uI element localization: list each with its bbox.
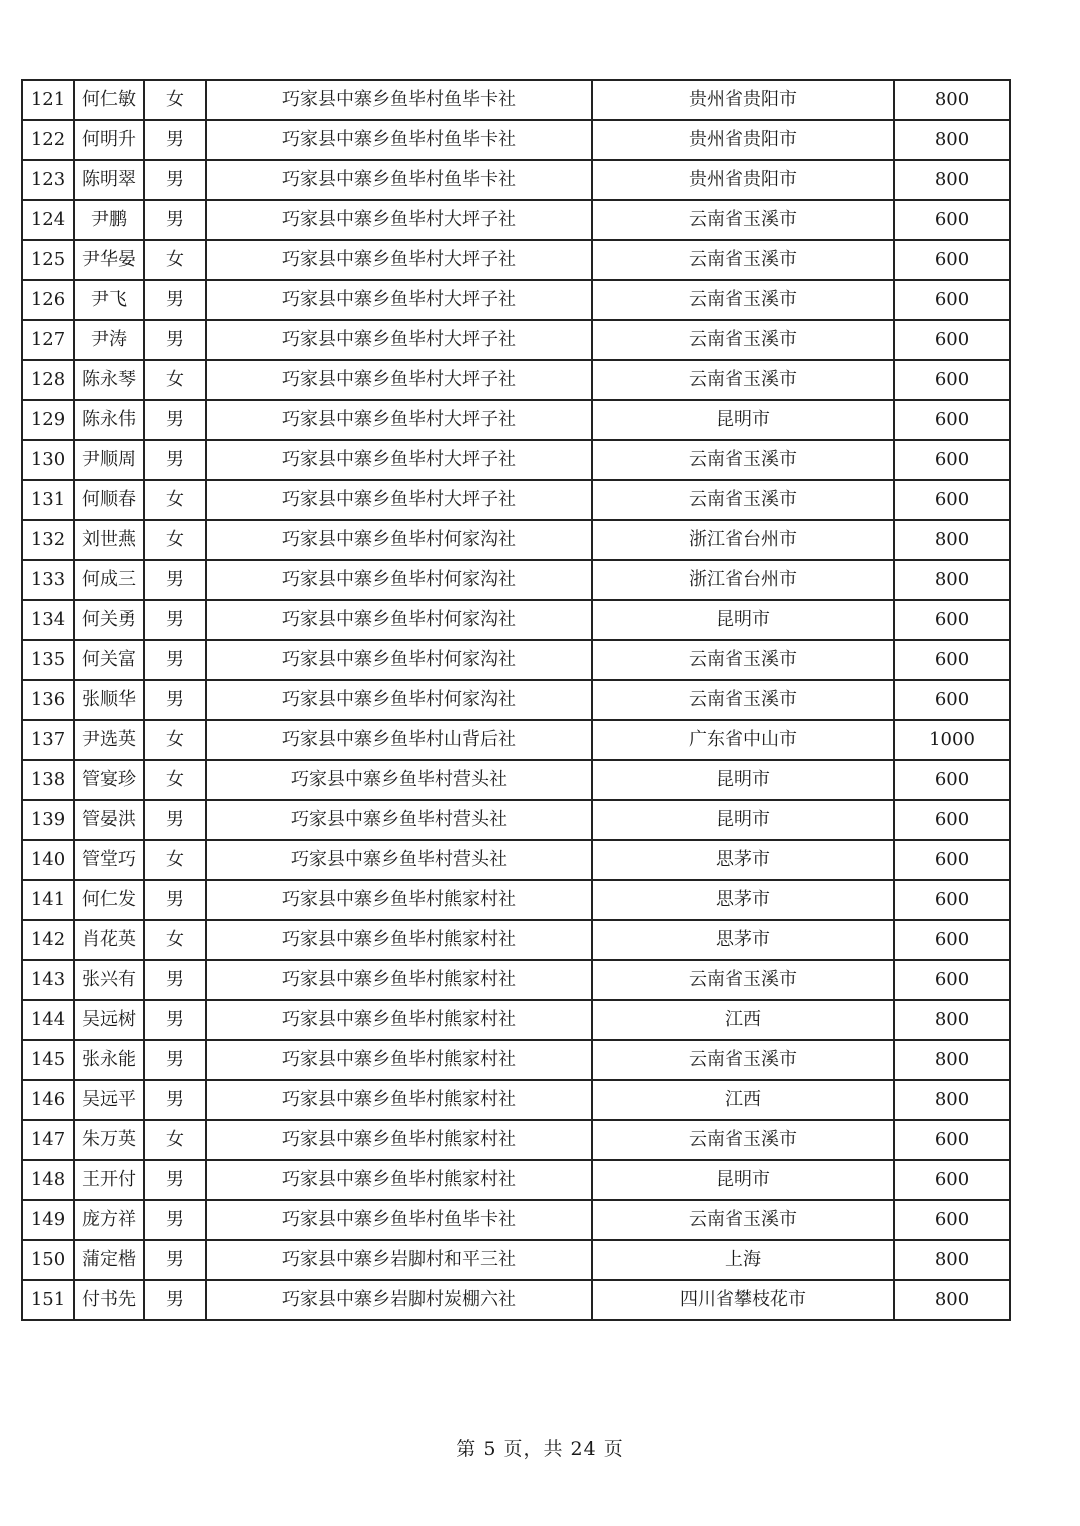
person-name-cell: 何关富 [74,640,144,680]
home-address-cell: 巧家县中寨乡鱼毕村熊家村社 [206,960,592,1000]
row-number-cell: 128 [22,360,74,400]
gender-cell: 男 [144,400,206,440]
table-row [22,160,1010,200]
home-address-cell: 巧家县中寨乡鱼毕村何家沟社 [206,680,592,720]
subsidy-amount-cell: 600 [894,360,1010,400]
table-row [22,1000,1010,1040]
table-row [22,960,1010,1000]
subsidy-amount-cell: 600 [894,1200,1010,1240]
row-number-cell: 141 [22,880,74,920]
person-name-cell: 管晏洪 [74,800,144,840]
gender-cell: 女 [144,760,206,800]
row-number-cell: 149 [22,1200,74,1240]
gender-cell: 男 [144,120,206,160]
roster-table [21,79,1011,1321]
work-location-cell: 昆明市 [592,800,894,840]
gender-cell: 男 [144,680,206,720]
person-name-cell: 庞方祥 [74,1200,144,1240]
work-location-cell: 浙江省台州市 [592,560,894,600]
work-location-cell: 昆明市 [592,1160,894,1200]
subsidy-amount-cell: 600 [894,1160,1010,1200]
row-number-cell: 136 [22,680,74,720]
work-location-cell: 四川省攀枝花市 [592,1280,894,1320]
gender-cell: 男 [144,960,206,1000]
person-name-cell: 张永能 [74,1040,144,1080]
row-number-cell: 126 [22,280,74,320]
home-address-cell: 巧家县中寨乡鱼毕村营头社 [206,760,592,800]
subsidy-amount-cell: 800 [894,80,1010,120]
work-location-cell: 贵州省贵阳市 [592,80,894,120]
work-location-cell: 云南省玉溪市 [592,1120,894,1160]
subsidy-amount-cell: 1000 [894,720,1010,760]
row-number-cell: 121 [22,80,74,120]
work-location-cell: 江西 [592,1080,894,1120]
home-address-cell: 巧家县中寨乡鱼毕村何家沟社 [206,520,592,560]
gender-cell: 男 [144,1160,206,1200]
subsidy-amount-cell: 600 [894,760,1010,800]
subsidy-amount-cell: 600 [894,480,1010,520]
work-location-cell: 云南省玉溪市 [592,320,894,360]
gender-cell: 男 [144,440,206,480]
table-row [22,1200,1010,1240]
work-location-cell: 江西 [592,1000,894,1040]
home-address-cell: 巧家县中寨乡鱼毕村熊家村社 [206,1000,592,1040]
person-name-cell: 朱万英 [74,1120,144,1160]
table-row [22,840,1010,880]
person-name-cell: 肖花英 [74,920,144,960]
gender-cell: 男 [144,640,206,680]
person-name-cell: 何关勇 [74,600,144,640]
work-location-cell: 云南省玉溪市 [592,680,894,720]
home-address-cell: 巧家县中寨乡鱼毕村大坪子社 [206,240,592,280]
subsidy-amount-cell: 800 [894,1000,1010,1040]
table-row [22,760,1010,800]
work-location-cell: 昆明市 [592,760,894,800]
subsidy-amount-cell: 800 [894,560,1010,600]
row-number-cell: 122 [22,120,74,160]
subsidy-amount-cell: 600 [894,920,1010,960]
table-row [22,1160,1010,1200]
row-number-cell: 142 [22,920,74,960]
table-row [22,200,1010,240]
gender-cell: 男 [144,1280,206,1320]
home-address-cell: 巧家县中寨乡鱼毕村营头社 [206,800,592,840]
table-row [22,1280,1010,1320]
subsidy-amount-cell: 800 [894,160,1010,200]
subsidy-amount-cell: 800 [894,1240,1010,1280]
table-row [22,440,1010,480]
gender-cell: 男 [144,1200,206,1240]
home-address-cell: 巧家县中寨乡鱼毕村鱼毕卡社 [206,160,592,200]
gender-cell: 男 [144,560,206,600]
row-number-cell: 129 [22,400,74,440]
work-location-cell: 贵州省贵阳市 [592,160,894,200]
gender-cell: 女 [144,840,206,880]
subsidy-amount-cell: 800 [894,520,1010,560]
gender-cell: 男 [144,880,206,920]
gender-cell: 男 [144,1040,206,1080]
person-name-cell: 何仁敏 [74,80,144,120]
row-number-cell: 133 [22,560,74,600]
person-name-cell: 管宴珍 [74,760,144,800]
row-number-cell: 144 [22,1000,74,1040]
home-address-cell: 巧家县中寨乡鱼毕村山背后社 [206,720,592,760]
subsidy-amount-cell: 600 [894,1120,1010,1160]
table-row [22,1120,1010,1160]
work-location-cell: 上海 [592,1240,894,1280]
table-row [22,800,1010,840]
person-name-cell: 陈永琴 [74,360,144,400]
gender-cell: 男 [144,1080,206,1120]
home-address-cell: 巧家县中寨乡鱼毕村大坪子社 [206,440,592,480]
page-footer: 第 5 页，共 24 页 [456,1438,624,1460]
table-row [22,680,1010,720]
table-row [22,280,1010,320]
work-location-cell: 云南省玉溪市 [592,1200,894,1240]
row-number-cell: 148 [22,1160,74,1200]
home-address-cell: 巧家县中寨乡鱼毕村何家沟社 [206,600,592,640]
person-name-cell: 尹华晏 [74,240,144,280]
row-number-cell: 131 [22,480,74,520]
home-address-cell: 巧家县中寨乡鱼毕村营头社 [206,840,592,880]
table-row [22,880,1010,920]
row-number-cell: 145 [22,1040,74,1080]
person-name-cell: 尹选英 [74,720,144,760]
table-row [22,1080,1010,1120]
table-row [22,240,1010,280]
home-address-cell: 巧家县中寨乡鱼毕村熊家村社 [206,1080,592,1120]
person-name-cell: 尹飞 [74,280,144,320]
row-number-cell: 151 [22,1280,74,1320]
gender-cell: 女 [144,80,206,120]
table-row [22,120,1010,160]
row-number-cell: 146 [22,1080,74,1120]
work-location-cell: 云南省玉溪市 [592,440,894,480]
subsidy-amount-cell: 600 [894,800,1010,840]
gender-cell: 男 [144,160,206,200]
work-location-cell: 云南省玉溪市 [592,1040,894,1080]
home-address-cell: 巧家县中寨乡鱼毕村鱼毕卡社 [206,80,592,120]
row-number-cell: 132 [22,520,74,560]
gender-cell: 男 [144,1240,206,1280]
person-name-cell: 陈明翠 [74,160,144,200]
person-name-cell: 尹顺周 [74,440,144,480]
gender-cell: 女 [144,720,206,760]
subsidy-amount-cell: 600 [894,440,1010,480]
home-address-cell: 巧家县中寨乡鱼毕村鱼毕卡社 [206,1200,592,1240]
gender-cell: 女 [144,360,206,400]
subsidy-amount-cell: 600 [894,600,1010,640]
roster-body [22,80,1010,1320]
person-name-cell: 管堂巧 [74,840,144,880]
gender-cell: 女 [144,1120,206,1160]
work-location-cell: 云南省玉溪市 [592,960,894,1000]
table-row [22,320,1010,360]
person-name-cell: 蒲定楷 [74,1240,144,1280]
person-name-cell: 吴远树 [74,1000,144,1040]
person-name-cell: 何成三 [74,560,144,600]
subsidy-amount-cell: 600 [894,640,1010,680]
person-name-cell: 王开付 [74,1160,144,1200]
home-address-cell: 巧家县中寨乡鱼毕村大坪子社 [206,280,592,320]
gender-cell: 男 [144,1000,206,1040]
person-name-cell: 尹涛 [74,320,144,360]
person-name-cell: 吴远平 [74,1080,144,1120]
subsidy-amount-cell: 800 [894,1040,1010,1080]
subsidy-amount-cell: 600 [894,320,1010,360]
person-name-cell: 尹鹏 [74,200,144,240]
table-row [22,1240,1010,1280]
table-row [22,480,1010,520]
person-name-cell: 付书先 [74,1280,144,1320]
subsidy-amount-cell: 800 [894,120,1010,160]
subsidy-amount-cell: 800 [894,1080,1010,1120]
home-address-cell: 巧家县中寨乡鱼毕村熊家村社 [206,1120,592,1160]
home-address-cell: 巧家县中寨乡岩脚村和平三社 [206,1240,592,1280]
home-address-cell: 巧家县中寨乡鱼毕村熊家村社 [206,1040,592,1080]
row-number-cell: 138 [22,760,74,800]
person-name-cell: 陈永伟 [74,400,144,440]
work-location-cell: 广东省中山市 [592,720,894,760]
home-address-cell: 巧家县中寨乡鱼毕村熊家村社 [206,920,592,960]
gender-cell: 男 [144,320,206,360]
row-number-cell: 139 [22,800,74,840]
home-address-cell: 巧家县中寨乡鱼毕村大坪子社 [206,320,592,360]
table-row [22,600,1010,640]
table-row [22,720,1010,760]
subsidy-amount-cell: 600 [894,240,1010,280]
row-number-cell: 150 [22,1240,74,1280]
gender-cell: 女 [144,920,206,960]
person-name-cell: 张顺华 [74,680,144,720]
subsidy-amount-cell: 600 [894,400,1010,440]
row-number-cell: 147 [22,1120,74,1160]
home-address-cell: 巧家县中寨乡岩脚村炭棚六社 [206,1280,592,1320]
table-row [22,360,1010,400]
person-name-cell: 何仁发 [74,880,144,920]
home-address-cell: 巧家县中寨乡鱼毕村熊家村社 [206,1160,592,1200]
row-number-cell: 135 [22,640,74,680]
home-address-cell: 巧家县中寨乡鱼毕村何家沟社 [206,560,592,600]
table-row [22,400,1010,440]
gender-cell: 女 [144,240,206,280]
table-row [22,80,1010,120]
person-name-cell: 何顺春 [74,480,144,520]
row-number-cell: 125 [22,240,74,280]
person-name-cell: 何明升 [74,120,144,160]
work-location-cell: 思茅市 [592,880,894,920]
home-address-cell: 巧家县中寨乡鱼毕村熊家村社 [206,880,592,920]
subsidy-amount-cell: 600 [894,960,1010,1000]
work-location-cell: 思茅市 [592,840,894,880]
row-number-cell: 134 [22,600,74,640]
gender-cell: 男 [144,800,206,840]
table-row [22,1040,1010,1080]
home-address-cell: 巧家县中寨乡鱼毕村大坪子社 [206,400,592,440]
subsidy-amount-cell: 600 [894,200,1010,240]
gender-cell: 女 [144,520,206,560]
row-number-cell: 123 [22,160,74,200]
gender-cell: 女 [144,480,206,520]
work-location-cell: 云南省玉溪市 [592,280,894,320]
work-location-cell: 浙江省台州市 [592,520,894,560]
row-number-cell: 143 [22,960,74,1000]
subsidy-amount-cell: 600 [894,280,1010,320]
work-location-cell: 贵州省贵阳市 [592,120,894,160]
work-location-cell: 云南省玉溪市 [592,480,894,520]
table-row [22,640,1010,680]
subsidy-amount-cell: 600 [894,880,1010,920]
work-location-cell: 云南省玉溪市 [592,240,894,280]
table-row [22,560,1010,600]
work-location-cell: 昆明市 [592,600,894,640]
row-number-cell: 137 [22,720,74,760]
work-location-cell: 思茅市 [592,920,894,960]
home-address-cell: 巧家县中寨乡鱼毕村大坪子社 [206,360,592,400]
row-number-cell: 140 [22,840,74,880]
gender-cell: 男 [144,200,206,240]
table-row [22,920,1010,960]
table-row [22,520,1010,560]
gender-cell: 男 [144,280,206,320]
row-number-cell: 130 [22,440,74,480]
person-name-cell: 刘世燕 [74,520,144,560]
subsidy-amount-cell: 600 [894,680,1010,720]
home-address-cell: 巧家县中寨乡鱼毕村何家沟社 [206,640,592,680]
work-location-cell: 云南省玉溪市 [592,200,894,240]
home-address-cell: 巧家县中寨乡鱼毕村大坪子社 [206,480,592,520]
gender-cell: 男 [144,600,206,640]
home-address-cell: 巧家县中寨乡鱼毕村大坪子社 [206,200,592,240]
row-number-cell: 124 [22,200,74,240]
work-location-cell: 昆明市 [592,400,894,440]
work-location-cell: 云南省玉溪市 [592,360,894,400]
row-number-cell: 127 [22,320,74,360]
subsidy-amount-cell: 800 [894,1280,1010,1320]
home-address-cell: 巧家县中寨乡鱼毕村鱼毕卡社 [206,120,592,160]
subsidy-amount-cell: 600 [894,840,1010,880]
work-location-cell: 云南省玉溪市 [592,640,894,680]
person-name-cell: 张兴有 [74,960,144,1000]
